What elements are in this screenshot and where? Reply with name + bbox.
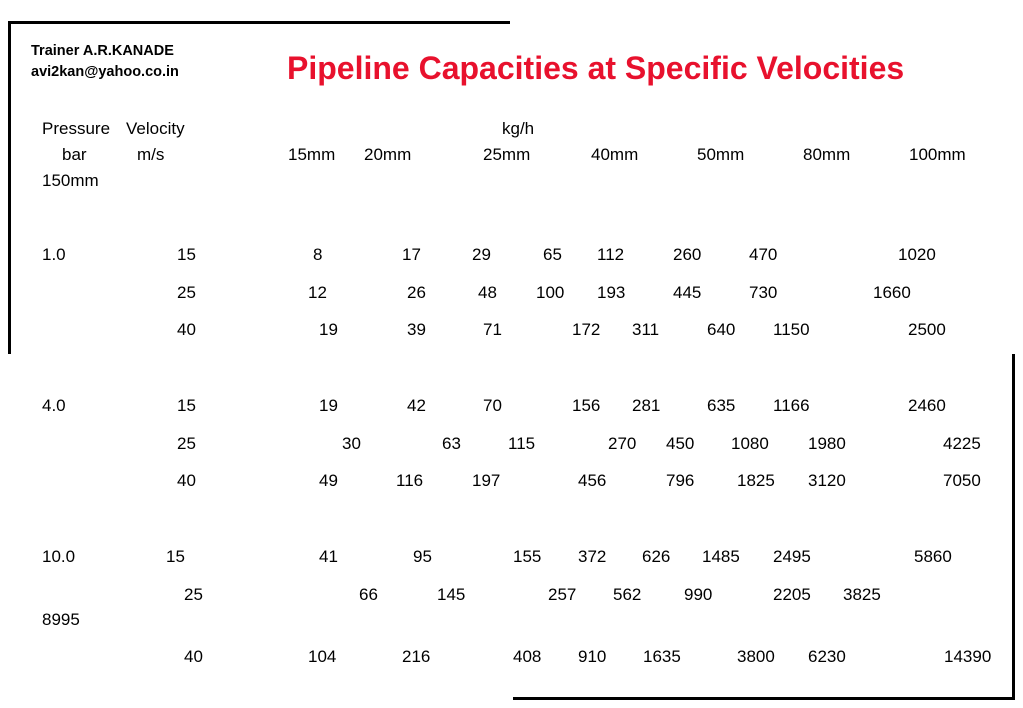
- frame-left-line: [8, 21, 11, 354]
- capacity-value-cell: 730: [749, 283, 778, 302]
- capacity-value-cell: 156: [572, 396, 601, 415]
- capacity-value-cell: 640: [707, 320, 736, 339]
- header-size: 50mm: [697, 145, 745, 164]
- capacity-value-cell: 281: [632, 396, 661, 415]
- capacity-value-cell: 562: [613, 585, 642, 604]
- capacity-value-cell: 1825: [737, 471, 775, 490]
- capacity-value-cell: 1980: [808, 434, 846, 453]
- capacity-value-cell: 66: [359, 585, 378, 604]
- frame-right-line: [1012, 354, 1015, 699]
- capacity-value-cell: 456: [578, 471, 607, 490]
- capacity-value-cell: 6230: [808, 647, 846, 666]
- capacity-value-cell: 104: [308, 647, 337, 666]
- velocity-cell: 15: [177, 396, 196, 415]
- capacity-value-cell: 197: [472, 471, 501, 490]
- header-size: 100mm: [909, 145, 966, 164]
- capacity-value-cell: 49: [319, 471, 338, 490]
- capacity-value-cell: 19: [319, 396, 338, 415]
- capacity-value-cell: 372: [578, 547, 607, 566]
- capacity-value-cell: 3800: [737, 647, 775, 666]
- capacity-value-cell: 95: [413, 547, 432, 566]
- pressure-cell: 10.0: [42, 547, 76, 566]
- header-size: 20mm: [364, 145, 412, 164]
- capacity-value-cell: 100: [536, 283, 565, 302]
- capacity-value-cell: 450: [666, 434, 695, 453]
- capacity-value-cell: 7050: [943, 471, 981, 490]
- capacity-value-cell: 8: [313, 245, 323, 264]
- capacity-value-cell: 470: [749, 245, 778, 264]
- capacity-value-cell: 1485: [702, 547, 740, 566]
- capacity-value-cell: 30: [342, 434, 361, 453]
- capacity-value-cell: 3120: [808, 471, 846, 490]
- trainer-credit: [31, 41, 179, 83]
- capacity-value-cell: 311: [632, 320, 660, 339]
- capacity-value-cell: 70: [483, 396, 502, 415]
- pressure-cell: 1.0: [42, 245, 66, 264]
- capacity-value-cell: 1080: [731, 434, 769, 453]
- velocity-cell: 15: [166, 547, 185, 566]
- capacity-value-cell: 29: [472, 245, 491, 264]
- capacity-value-cell: 3825: [843, 585, 881, 604]
- capacity-value-cell: 39: [407, 320, 426, 339]
- capacity-value-cell: 408: [513, 647, 542, 666]
- capacity-value-cell: 1166: [773, 396, 810, 415]
- capacity-value-cell: 12: [308, 283, 327, 302]
- header-velocity-unit: m/s: [137, 145, 165, 164]
- header-size: 40mm: [591, 145, 639, 164]
- capacity-value-cell: 155: [513, 547, 542, 566]
- capacity-value-cell: 48: [478, 283, 497, 302]
- capacity-value-cell: 910: [578, 647, 607, 666]
- capacity-value-cell: 193: [597, 283, 626, 302]
- capacity-value-cell: 19: [319, 320, 338, 339]
- capacity-value-cell: 115: [508, 434, 536, 453]
- capacity-value-cell: 112: [597, 245, 625, 264]
- capacity-value-cell: 14390: [944, 647, 992, 666]
- header-unit: kg/h: [502, 119, 535, 138]
- pressure-cell: 4.0: [42, 396, 66, 415]
- velocity-cell: 25: [177, 434, 196, 453]
- frame-bottom-line: [513, 697, 1015, 700]
- header-velocity: Velocity: [126, 119, 185, 138]
- capacity-value-cell: 172: [572, 320, 601, 339]
- capacity-value-cell: 2205: [773, 585, 811, 604]
- capacity-value-cell: 2500: [908, 320, 946, 339]
- capacity-value-cell: 2495: [773, 547, 811, 566]
- capacity-value-cell: 216: [402, 647, 431, 666]
- capacity-value-cell: 41: [319, 547, 338, 566]
- capacity-value-cell: 42: [407, 396, 426, 415]
- capacity-value-cell: 26: [407, 283, 426, 302]
- capacity-value-cell: 116: [396, 471, 424, 490]
- header-pressure-unit: bar: [62, 145, 87, 164]
- capacity-value-cell: 270: [608, 434, 637, 453]
- capacity-value-cell: 1660: [873, 283, 911, 302]
- capacity-value-cell: 1150: [773, 320, 810, 339]
- capacity-value-cell: 2460: [908, 396, 946, 415]
- trainer-email: avi2kan@yahoo.co.in: [31, 64, 179, 80]
- capacity-value-cell: 260: [673, 245, 702, 264]
- trainer-name: Trainer A.R.KANADE: [31, 43, 174, 59]
- capacity-value-cell: 17: [402, 245, 421, 264]
- capacity-value-cell: 635: [707, 396, 736, 415]
- capacity-value-cell: 990: [684, 585, 713, 604]
- header-size: 150mm: [42, 171, 99, 190]
- velocity-cell: 25: [184, 585, 203, 604]
- frame-top-line: [8, 21, 510, 24]
- capacity-value-cell: 8995: [42, 610, 80, 629]
- capacity-value-cell: 71: [483, 320, 502, 339]
- velocity-cell: 40: [177, 471, 196, 490]
- page-title: Pipeline Capacities at Specific Velocities: [287, 50, 905, 86]
- header-size: 15mm: [288, 145, 336, 164]
- header-size: 80mm: [803, 145, 851, 164]
- velocity-cell: 25: [177, 283, 196, 302]
- capacity-value-cell: 63: [442, 434, 461, 453]
- capacity-value-cell: 1635: [643, 647, 681, 666]
- capacity-value-cell: 445: [673, 283, 702, 302]
- capacity-value-cell: 4225: [943, 434, 981, 453]
- capacity-value-cell: 796: [666, 471, 695, 490]
- capacity-value-cell: 257: [548, 585, 577, 604]
- header-size: 25mm: [483, 145, 531, 164]
- capacity-value-cell: 145: [437, 585, 466, 604]
- velocity-cell: 40: [177, 320, 196, 339]
- capacity-value-cell: 65: [543, 245, 562, 264]
- capacity-value-cell: 1020: [898, 245, 936, 264]
- header-pressure: Pressure: [42, 119, 111, 138]
- velocity-cell: 40: [184, 647, 203, 666]
- capacity-value-cell: 5860: [914, 547, 952, 566]
- velocity-cell: 15: [177, 245, 196, 264]
- capacity-value-cell: 626: [642, 547, 671, 566]
